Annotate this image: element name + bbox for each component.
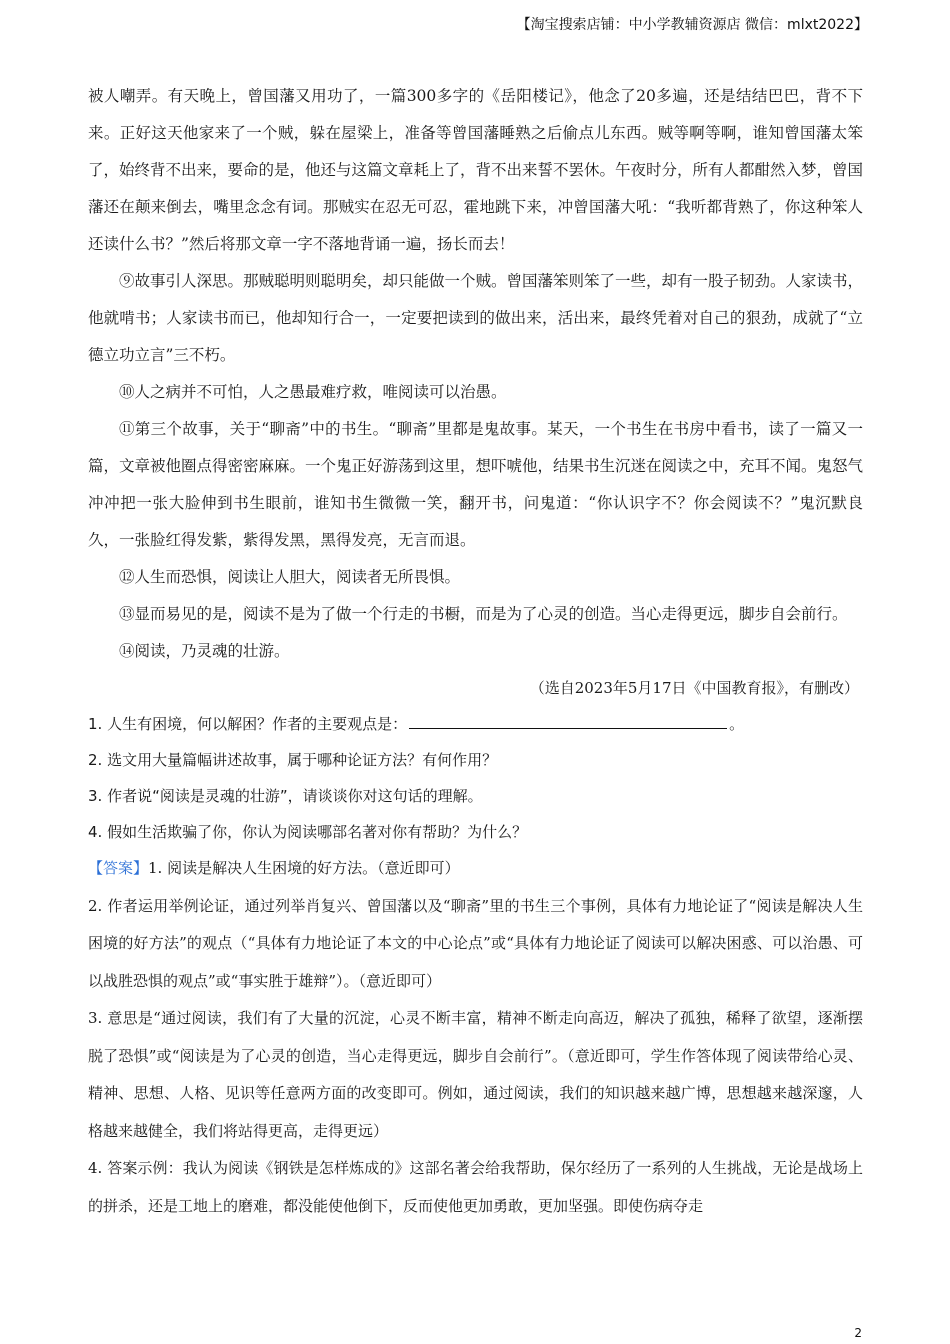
answer-blank bbox=[409, 710, 727, 729]
passage-paragraph-13: ⑬显而易见的是，阅读不是为了做一个行走的书橱，而是为了心灵的创造。当心走得更远，脚步自会前行。 bbox=[119, 605, 848, 623]
passage-paragraph-12: ⑫人生而恐惧，阅读让人胆大，阅读者无所畏惧。 bbox=[119, 568, 461, 586]
question-3: 3. 作者说“阅读是灵魂的壮游”，请谈谈你对这句话的理解。 bbox=[88, 787, 483, 805]
passage-paragraph-8-continued: 被人嘲弄。有天晚上，曾国藩又用功了，一篇300多字的《岳阳楼记》，他念了20多遍，还是结结巴巴，背不下来。正好这天他家来了一个贼，躲在屋梁上，准备等曾国藩睡熟之后偷点儿东西。贼等啊等啊，谁知曾国藩太笨了，始终背不出来，要命的是，他还与这篇文章耗上了，背不出来誓不罢休。午夜时分，所有人都酣然入梦，曾国藩还在颠来倒去，嘴里念念有词。那贼实在忍无可忍，霍地跳下来，冲曾国藩大吼：“我听都背熟了，你这种笨人还读什么书？”然后将那文章一字不落地背诵一遍，扬长而去！ bbox=[88, 87, 864, 253]
answer-3: 3. 意思是“通过阅读，我们有了大量的沉淀，心灵不断丰富，精神不断走向高迈，解决了孤独，稀释了欲望，逐渐摆脱了恐惧”或“阅读是为了心灵的创造，当心走得更远，脚步自会前行”。（意近即可，学生作答体现了阅读带给心灵、精神、思想、人格、见识等任意两方面的改变即可。例如，通过阅读，我们的知识越来越广博，思想越来越深邃，人格越来越健全，我们将站得更高，走得更远） bbox=[88, 1009, 863, 1140]
header-watermark-note: 【淘宝搜索店铺：中小学教辅资源店 微信：mlxt2022】 bbox=[516, 17, 868, 33]
answer-2: 2. 作者运用举例论证，通过列举肖复兴、曾国藩以及“聊斋”里的书生三个事例，具体有力地论证了“阅读是解决人生困境的好方法”的观点（“具体有力地论证了本文的中心论点”或“具体有力地论证了阅读可以解决困惑、可以治愚、可以战胜恐惧的观点”或“事实胜于雄辩”）。（意近即可） bbox=[88, 896, 863, 990]
answer-1 bbox=[88, 850, 863, 888]
question-4: 4. 假如生活欺骗了你，你认为阅读哪部名著对你有帮助？为什么？ bbox=[88, 823, 528, 841]
document-body bbox=[88, 78, 863, 1225]
answer-4: 4. 答案示例：我认为阅读《钢铁是怎样炼成的》这部名著会给我帮助，保尔经历了一系列的人生挑战，无论是战场上的拼杀，还是工地上的磨难，都没能使他倒下，反而使他更加勇敢，更加坚强。即使伤病夺走 bbox=[88, 1159, 863, 1215]
passage-paragraph-14: ⑭阅读，乃灵魂的壮游。 bbox=[119, 642, 290, 660]
passage-paragraph-10: ⑩人之病并不可怕，人之愚最难疗救，唯阅读可以治愚。 bbox=[119, 383, 507, 401]
page-number: 2 bbox=[854, 1326, 862, 1340]
question-1-prefix: 1. 人生有困境，何以解困？作者的主要观点是： bbox=[88, 715, 408, 733]
question-1 bbox=[88, 706, 863, 742]
passage-paragraph-11: ⑪第三个故事，关于“聊斋”中的书生。“聊斋”里都是鬼故事。某天，一个书生在书房中看书，读了一篇又一篇，文章被他圈点得密密麻麻。一个鬼正好游荡到这里，想吓唬他，结果书生沉迷在阅读之中，充耳不闻。鬼怒气冲冲把一张大脸伸到书生眼前，谁知书生微微一笑，翻开书，问鬼道：“你认识字不？你会阅读不？”鬼沉默良久，一张脸红得发紫，紫得发黑，黑得发亮，无言而退。 bbox=[88, 420, 864, 549]
question-1-suffix: 。 bbox=[729, 715, 745, 733]
answer-1-text: 1. 阅读是解决人生困境的好方法。（意近即可） bbox=[148, 859, 460, 877]
answer-tag: 【答案】 bbox=[88, 859, 149, 877]
passage-source-citation: （选自2023年5月17日《中国教育报》，有删改） bbox=[529, 679, 859, 697]
passage-paragraph-9: ⑨故事引人深思。那贼聪明则聪明矣，却只能做一个贼。曾国藩笨则笨了一些，却有一股子韧劲。人家读书，他就啃书；人家读书而已，他却知行合一，一定要把读到的做出来，活出来，最终凭着对自己的狠劲，成就了“立德立功立言”三不朽。 bbox=[88, 272, 864, 364]
question-2: 2. 选文用大量篇幅讲述故事，属于哪种论证方法？有何作用？ bbox=[88, 751, 498, 769]
